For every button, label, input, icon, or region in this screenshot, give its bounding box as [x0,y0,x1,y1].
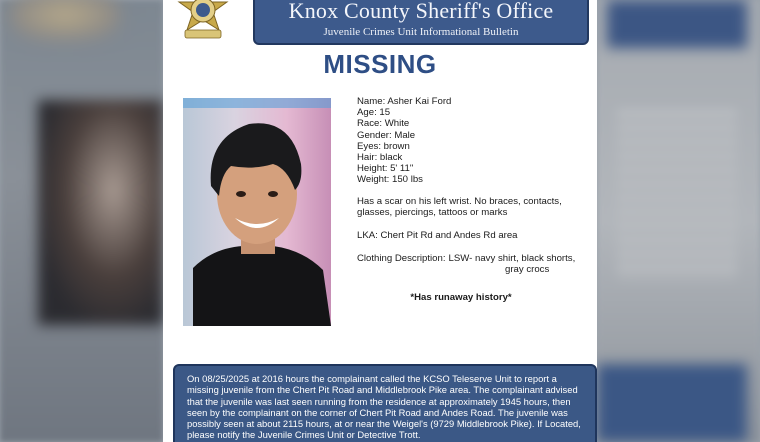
last-known-area: LKA: Chert Pit Rd and Andes Rd area [357,230,518,242]
clothing-description [357,253,589,275]
blurred-backdrop-left [0,0,163,442]
clothing-line-2: gray crocs [505,264,550,276]
blurred-footer [597,364,747,442]
header-bar [253,0,589,45]
blurred-backdrop-right [597,0,760,442]
bulletin-sheet [163,0,597,442]
blurred-text [617,110,737,280]
header-title: Knox County Sheriff's Office [288,0,554,23]
detail-name: Name: Asher Kai Ford [357,96,452,107]
header-subtitle: Juvenile Crimes Unit Informational Bulletin [323,26,519,38]
blurred-header [607,0,747,48]
sheriff-badge-icon [171,0,235,44]
incident-narrative-box [173,364,597,442]
detail-height: Height: 5' 11" [357,163,414,175]
blurred-badge [10,0,120,40]
detail-gender: Gender: Male [357,129,416,141]
missing-banner: MISSING [323,49,437,79]
detail-eyes: Eyes: brown [357,140,410,152]
missing-person-photo [183,98,331,326]
detail-hair: Hair: black [357,152,403,164]
blurred-photo [38,100,163,325]
detail-weight: Weight: 150 lbs [357,174,423,186]
person-details [357,96,589,303]
clothing-values [446,253,576,275]
incident-narrative: On 08/25/2025 at 2016 hours the complainant called the KCSO Teleserve Unit to report a missing juvenile from the Chert Pit Road and Middlebrook Pike area. The complainant advised that the juvenile was last seen running from the residence at approximately 1945 hours, then seen by the complainant on the corner of Chert Pit Road and Andes Road. The juvenile was possibly seen at about 2115 hours, at or near the Weigel's (9729 Middlebrook Pike). If Located, please notify the Juvenile Crimes Unit or Detective Trott. [187,373,581,441]
clothing-line-1: LSW- navy shirt, black shorts, [448,253,576,265]
detail-age: Age: 15 [357,107,391,119]
runaway-note: *Has runaway history* [410,291,512,303]
identifying-marks: Has a scar on his left wrist. No braces, contacts, glasses, piercings, tattoos or marks [357,195,562,218]
clothing-label: Clothing Description: [357,253,446,265]
detail-race: Race: White [357,118,410,130]
